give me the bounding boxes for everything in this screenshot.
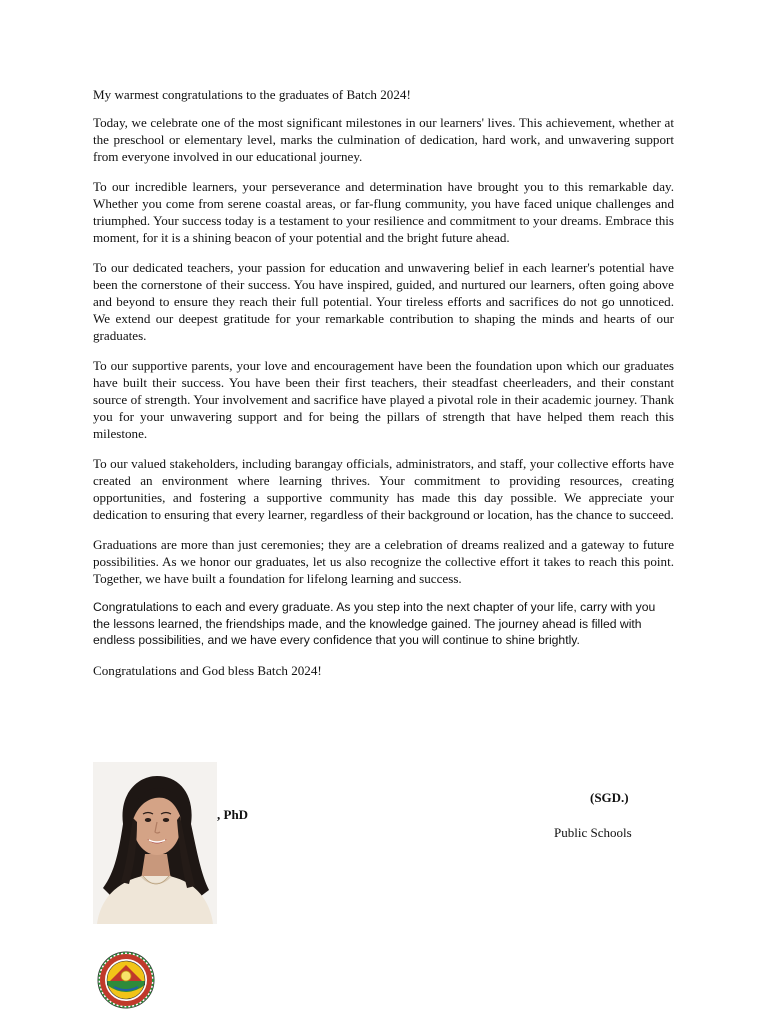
signed-mark: (SGD.) xyxy=(590,790,629,805)
paragraph-graduations: Graduations are more than just ceremonies; they are a celebration of dreams realized and a gateway to future possibilities. As we honor our graduates, let us also recognize the collective effort it takes to reach this point. Together, we have built a foundation for lifelong learning and success. xyxy=(93,536,674,586)
paragraph-parents: To our supportive parents, your love and encouragement have been the foundation upon which our graduates have built their success. You have been their first teachers, their steadfast cheerleaders, and their constant source of strength. Your involvement and sacrifice have played a pivotal role in their academic journey. Thank you for your unwavering support and for being the pillars of strength that have helped them reach this milestone. xyxy=(93,357,674,442)
paragraph-learners: To our incredible learners, your perseverance and determination have brought you to this remarkable day. Whether you come from serene coastal areas, or far-flung community, you have faced unique challenges and triumphed. Your success today is a testament to your resilience and commitment to your dreams. Embrace this moment, for it is a shining beacon of your potential and the bright future ahead. xyxy=(93,178,674,246)
signatory-photo xyxy=(93,762,217,924)
letter-body xyxy=(93,86,674,692)
paragraph-closing-wishes: Congratulations to each and every graduate. As you step into the next chapter of your life, carry with you the lessons learned, the friendships made, and the knowledge gained. The journey ahead is filled with endless possibilities, and we have every confidence that you will continue to shine brightly. xyxy=(93,600,656,647)
paragraph-stakeholders: To our valued stakeholders, including barangay officials, administrators, and staff, your collective efforts have created an environment where learning thrives. Your commitment to providing resources, creating opportunities, and fostering a supportive community has made this day possible. We appreciate your dedication to ensuring that every learner, regardless of their background or location, has the chance to succeed. xyxy=(93,455,674,522)
signatory-credential: , PhD xyxy=(217,807,249,822)
closing-line: Congratulations and God bless Batch 2024! xyxy=(93,662,322,678)
portrait-image xyxy=(93,762,217,924)
greeting: My warmest congratulations to the graduates of Batch 2024! xyxy=(93,87,411,102)
division-seal xyxy=(94,951,158,1009)
paragraph-teachers: To our dedicated teachers, your passion for education and unwavering belief in each learner's potential have been the cornerstone of their success. You have inspired, guided, and nurtured our learners, often going above and beyond to ensure they reach their full potential. Your tireless efforts and sacrifices do not go unnoticed. We extend our deepest gratitude for your remarkable contribution to shaping the minds and hearts of our graduates. xyxy=(93,259,674,344)
seal-emblem-icon xyxy=(94,951,158,1009)
paragraph-milestone: Today, we celebrate one of the most significant milestones in our learners' lives. This achievement, whether at the preschool or elementary level, marks the culmination of dedication, hard work, and unwavering support from everyone involved in our educational journey. xyxy=(93,115,674,165)
signatory-office: Public Schools xyxy=(554,825,632,840)
